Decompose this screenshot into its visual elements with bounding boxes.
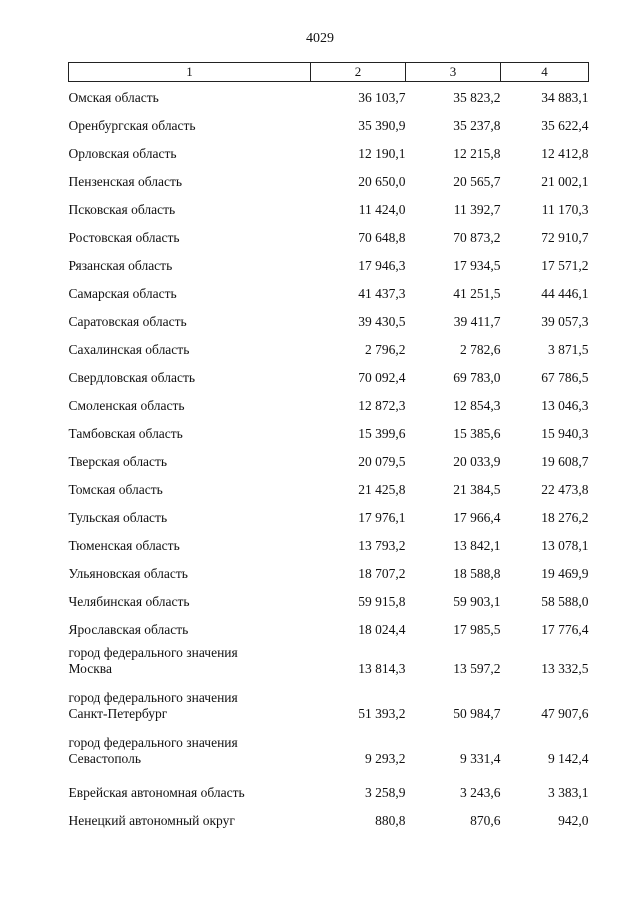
value-col-4: 21 002,1 <box>541 173 589 189</box>
value-col-2: 21 425,8 <box>358 481 406 497</box>
table-row <box>69 582 589 610</box>
table-row <box>69 190 589 218</box>
value-col-2: 70 648,8 <box>358 229 406 245</box>
value-col-4: 18 276,2 <box>541 509 589 525</box>
value-col-3: 17 934,5 <box>453 257 501 273</box>
value-col-2: 39 430,5 <box>358 313 406 329</box>
region-name <box>69 638 311 683</box>
table-row <box>69 498 589 526</box>
table-row <box>69 330 589 358</box>
region-name: Самарская область <box>68 285 177 301</box>
region-name <box>69 683 311 728</box>
value-col-2: 18 707,2 <box>358 565 406 581</box>
table-row <box>69 526 589 554</box>
region-name: Смоленская область <box>68 397 185 413</box>
table-row <box>69 82 589 106</box>
value-col-4: 22 473,8 <box>541 481 589 497</box>
table-row <box>69 386 589 414</box>
table-row <box>69 274 589 302</box>
column-header-4: 4 <box>501 63 589 82</box>
value-col-4: 3 383,1 <box>548 784 589 800</box>
value-col-3: 20 033,9 <box>453 453 501 469</box>
value-col-4: 44 446,1 <box>541 285 589 301</box>
value-col-3: 2 782,6 <box>460 341 501 357</box>
region-name-line-2: Санкт-Петербург <box>68 705 168 721</box>
region-name: Ульяновская область <box>68 565 188 581</box>
table-row <box>69 442 589 470</box>
region-name: Сахалинская область <box>68 341 190 357</box>
table-row <box>69 246 589 274</box>
region-name: Саратовская область <box>68 313 187 329</box>
value-col-3: 13 842,1 <box>453 537 501 553</box>
value-col-2: 20 079,5 <box>358 453 406 469</box>
value-col-2: 2 796,2 <box>365 341 406 357</box>
region-name: Томская область <box>68 481 163 497</box>
value-col-3: 12 854,3 <box>453 397 501 413</box>
table-row <box>69 302 589 330</box>
value-col-3: 18 588,8 <box>453 565 501 581</box>
table-row <box>69 638 589 683</box>
region-name: Свердловская область <box>68 369 195 385</box>
value-col-2: 11 424,0 <box>358 201 406 217</box>
value-col-4: 12 412,8 <box>541 145 589 161</box>
table-row <box>69 162 589 190</box>
region-name: Челябинская область <box>68 593 190 609</box>
region-name-line-1: город федерального значения <box>68 689 238 705</box>
column-header-1: 1 <box>69 63 311 82</box>
value-col-4: 17 571,2 <box>541 257 589 273</box>
value-col-3: 3 243,6 <box>460 784 501 800</box>
value-col-3: 9 331,4 <box>460 750 501 766</box>
table-row <box>69 683 589 728</box>
value-col-4: 3 871,5 <box>548 341 589 357</box>
page-number: 4029 <box>306 31 334 46</box>
value-col-2: 12 190,1 <box>358 145 406 161</box>
value-col-2: 17 976,1 <box>358 509 406 525</box>
table-row <box>69 610 589 638</box>
region-name-line-1: город федерального значения <box>68 644 238 660</box>
region-name-line-2: Севастополь <box>68 750 142 766</box>
region-name: Тверская область <box>68 453 168 469</box>
value-col-2: 20 650,0 <box>358 173 406 189</box>
value-col-4: 35 622,4 <box>541 117 589 133</box>
value-col-4: 17 776,4 <box>541 621 589 637</box>
table-row <box>69 106 589 134</box>
value-col-3: 50 984,7 <box>453 705 501 721</box>
value-col-2: 13 793,2 <box>358 537 406 553</box>
region-name: Пензенская область <box>68 173 182 189</box>
table-row <box>69 728 589 773</box>
table-row <box>69 470 589 498</box>
value-col-4: 11 170,3 <box>541 201 589 217</box>
value-col-4: 13 332,5 <box>541 660 589 676</box>
value-col-4: 19 608,7 <box>541 453 589 469</box>
value-col-4: 15 940,3 <box>541 425 589 441</box>
value-col-3: 17 966,4 <box>453 509 501 525</box>
value-col-4: 942,0 <box>558 812 589 828</box>
table-row <box>69 134 589 162</box>
table-row <box>69 358 589 386</box>
value-col-3: 35 237,8 <box>453 117 501 133</box>
value-col-3: 13 597,2 <box>453 660 501 676</box>
region-name: Ярославская область <box>68 621 189 637</box>
region-name: Ростовская область <box>68 229 180 245</box>
value-col-3: 11 392,7 <box>453 201 501 217</box>
value-col-2: 9 293,2 <box>365 750 406 766</box>
value-col-3: 69 783,0 <box>453 369 501 385</box>
table-header <box>69 63 589 82</box>
region-name: Псковская область <box>68 201 176 217</box>
table-row <box>69 218 589 246</box>
region-name: Ненецкий автономный округ <box>68 812 235 828</box>
value-col-3: 20 565,7 <box>453 173 501 189</box>
value-col-2: 59 915,8 <box>358 593 406 609</box>
value-col-4: 39 057,3 <box>541 313 589 329</box>
value-col-3: 12 215,8 <box>453 145 501 161</box>
value-col-2: 35 390,9 <box>358 117 406 133</box>
value-col-4: 13 078,1 <box>541 537 589 553</box>
value-col-2: 3 258,9 <box>365 784 406 800</box>
value-col-4: 9 142,4 <box>548 750 589 766</box>
value-col-3: 870,6 <box>470 812 501 828</box>
value-col-4: 58 588,0 <box>541 593 589 609</box>
value-col-2: 18 024,4 <box>358 621 406 637</box>
region-name: Орловская область <box>68 145 177 161</box>
value-col-3: 41 251,5 <box>453 285 501 301</box>
region-name: Тамбовская область <box>68 425 183 441</box>
value-col-3: 70 873,2 <box>453 229 501 245</box>
region-name: Еврейская автономная область <box>68 784 245 800</box>
table-row <box>69 773 589 801</box>
value-col-4: 72 910,7 <box>541 229 589 245</box>
value-col-3: 39 411,7 <box>453 313 501 329</box>
column-header-2: 2 <box>311 63 406 82</box>
value-col-4: 13 046,3 <box>541 397 589 413</box>
budget-table <box>68 62 589 829</box>
value-col-4: 47 907,6 <box>541 705 589 721</box>
value-col-3: 17 985,5 <box>453 621 501 637</box>
table-row <box>69 801 589 829</box>
value-col-2: 880,8 <box>375 812 406 828</box>
value-col-4: 19 469,9 <box>541 565 589 581</box>
value-col-2: 13 814,3 <box>358 660 406 676</box>
region-name: Рязанская область <box>68 257 173 273</box>
region-name-line-1: город федерального значения <box>68 734 238 750</box>
table-row <box>69 414 589 442</box>
region-name: Тульская область <box>68 509 168 525</box>
region-name: Оренбургская область <box>68 117 196 133</box>
value-col-3: 59 903,1 <box>453 593 501 609</box>
column-header-3: 3 <box>406 63 501 82</box>
value-col-2: 17 946,3 <box>358 257 406 273</box>
value-col-2: 12 872,3 <box>358 397 406 413</box>
value-col-2: 41 437,3 <box>358 285 406 301</box>
table-body <box>69 82 589 829</box>
value-col-3: 15 385,6 <box>453 425 501 441</box>
value-col-2: 51 393,2 <box>358 705 406 721</box>
value-col-2: 36 103,7 <box>358 89 406 105</box>
value-col-3: 35 823,2 <box>453 89 501 105</box>
region-name: Тюменская область <box>68 537 180 553</box>
table-row <box>69 554 589 582</box>
region-name <box>69 728 311 773</box>
value-col-3: 21 384,5 <box>453 481 501 497</box>
value-col-4: 34 883,1 <box>541 89 589 105</box>
region-name: Омская область <box>68 89 159 105</box>
region-name-line-2: Москва <box>68 660 112 676</box>
value-col-4: 67 786,5 <box>541 369 589 385</box>
value-col-2: 15 399,6 <box>358 425 406 441</box>
value-col-2: 70 092,4 <box>358 369 406 385</box>
